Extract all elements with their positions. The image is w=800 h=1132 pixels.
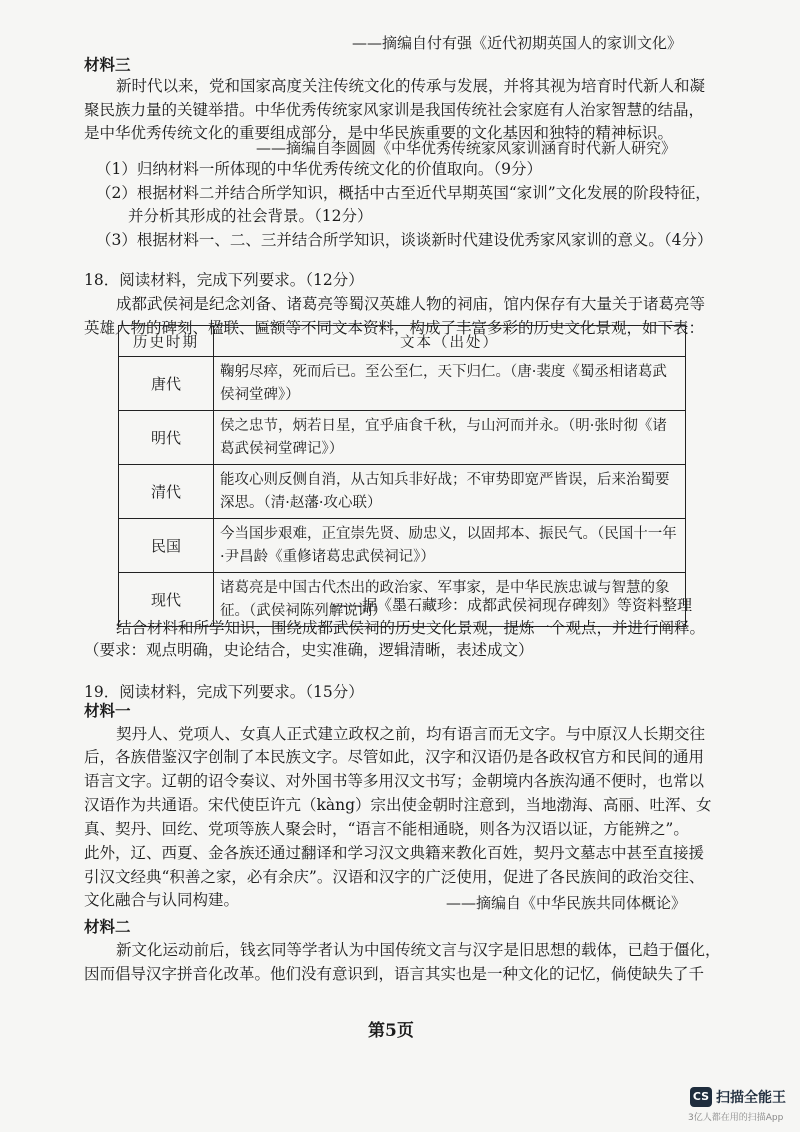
m1-line: 文化融合与认同构建。 — [84, 891, 240, 909]
table-row — [119, 357, 686, 411]
q18-task: 结合材料和所学知识，围绕成都武侯祠的历史文化景观，提炼一个观点，并进行阐释。 — [116, 619, 706, 637]
scanner-logo — [690, 1086, 786, 1107]
logo-tagline: 3亿人都在用的扫描App — [688, 1113, 784, 1123]
table-row — [119, 519, 686, 573]
q18-intro: 英雄人物的碑刻、楹联、匾额等不同文本资料，构成了丰富多彩的历史文化景观，如下表： — [84, 319, 705, 337]
material-2-heading: 材料二 — [84, 917, 131, 936]
cs-logo-icon: CS — [690, 1087, 712, 1107]
period-cell: 明代 — [119, 411, 214, 465]
logo-name: 扫描全能王 — [716, 1089, 786, 1106]
q17-2-cont: 并分析其形成的社会背景。（12分） — [128, 207, 373, 225]
m1-line: 契丹人、党项人、女真人正式建立政权之前，均有语言而无文字。与中原汉人长期交往 — [116, 725, 706, 743]
top-source: ——摘编自付有强《近代初期英国人的家训文化》 — [352, 34, 683, 52]
table-row — [119, 465, 686, 519]
period-cell: 民国 — [119, 519, 214, 573]
m3-source: ——摘编自李圆圆《中华优秀传统家风家训涵育时代新人研究》 — [256, 139, 677, 157]
material-1-heading: 材料一 — [84, 701, 131, 720]
m1-line: 此外，辽、西夏、金各族还通过翻译和学习汉文典籍来教化百姓，契丹文墓志中甚至直接援 — [84, 844, 705, 862]
period-cell: 现代 — [119, 573, 214, 627]
m1-line: 汉语作为共通语。宋代使臣许亢（kàng）宗出使金朝时注意到，当地渤海、高丽、吐浑、女 — [84, 796, 712, 814]
m1-line: 真、契丹、回纥、党项等族人聚会时，“语言不能相通晓，则各为汉语以证，方能辨之”。 — [84, 820, 689, 838]
m2-line: 新文化运动前后，钱玄同等学者认为中国传统文言与汉字是旧思想的载体，已趋于僵化， — [116, 941, 721, 959]
history-table — [118, 325, 686, 627]
m3-line: 聚民族力量的关键举措。中华优秀传统家风家训是我国传统社会家庭有人治家智慧的结晶， — [84, 101, 705, 119]
text-cell: 侯之忠节，炳若日星，宜乎庙食千秋，与山河而并永。（明·张时彻《诸葛武侯祠堂碑记》） — [214, 411, 686, 465]
text-cell: 诸葛亮是中国古代杰出的政治家、军事家，是中华民族忠诚与智慧的象征。（武侯祠陈列解说词） — [214, 573, 686, 627]
q18-task-req: （要求：观点明确，史论结合，史实准确，逻辑清晰，表述成文） — [84, 641, 534, 659]
q18-title: 18．阅读材料，完成下列要求。（12分） — [84, 271, 364, 289]
text-cell: 能攻心则反侧自消，从古知兵非好战；不审势即宽严皆误，后来治蜀要深思。（清·赵藩·攻心联） — [214, 465, 686, 519]
q17-1: （1）归纳材料一所体现的中华优秀传统文化的价值取向。（9分） — [96, 160, 542, 178]
m2-line: 因而倡导汉字拼音化改革。他们没有意识到，语言其实也是一种文化的记忆，倘使缺失了千 — [84, 965, 705, 983]
table-source: ——据《墨石藏珍：成都武侯祠现存碑刻》等资料整理 — [332, 596, 693, 614]
text-cell: 鞠躬尽瘁，死而后已。至公至仁，天下归仁。（唐·裴度《蜀丞相诸葛武侯祠堂碑》） — [214, 357, 686, 411]
m1-source: ——摘编自《中华民族共同体概论》 — [446, 894, 687, 912]
period-cell: 唐代 — [119, 357, 214, 411]
table-header-text: 文本（出处） — [214, 326, 686, 357]
q17-3: （3）根据材料一、二、三并结合所学知识，谈谈新时代建设优秀家风家训的意义。（4分） — [96, 231, 713, 249]
q17-2: （2）根据材料二并结合所学知识，概括中古至近代早期英国“家训”文化发展的阶段特征， — [96, 184, 711, 202]
period-cell: 清代 — [119, 465, 214, 519]
m1-line: 引汉文经典“积善之家，必有余庆”。汉语和汉字的广泛使用，促进了各民族间的政治交往、 — [84, 868, 705, 886]
q19-title: 19．阅读材料，完成下列要求。（15分） — [84, 683, 364, 701]
m1-line: 后，各族借鉴汉字创制了本民族文字。尽管如此，汉字和汉语仍是各政权官方和民间的通用 — [84, 748, 705, 766]
table-header-period: 历史时期 — [119, 326, 214, 357]
q18-intro: 成都武侯祠是纪念刘备、诸葛亮等蜀汉英雄人物的祠庙，馆内保存有大量关于诸葛亮等 — [116, 295, 706, 313]
m3-line: 新时代以来，党和国家高度关注传统文化的传承与发展，并将其视为培育时代新人和凝 — [116, 77, 706, 95]
page-number: 第5页 — [368, 1021, 414, 1041]
table-row — [119, 411, 686, 465]
m1-line: 语言文字。辽朝的诏令奏议、对外国书等多用汉文书写；金朝境内各族沟通不便时，也常以 — [84, 772, 705, 790]
material-3-heading: 材料三 — [84, 55, 131, 74]
m3-line: 是中华优秀传统文化的重要组成部分，是中华民族重要的文化基因和独特的精神标识。 — [84, 124, 674, 142]
text-cell: 今当国步艰难，正宜崇先贤、励忠义，以固邦本、振民气。（民国十一年·尹昌龄《重修诸葛忠武侯祠记》） — [214, 519, 686, 573]
